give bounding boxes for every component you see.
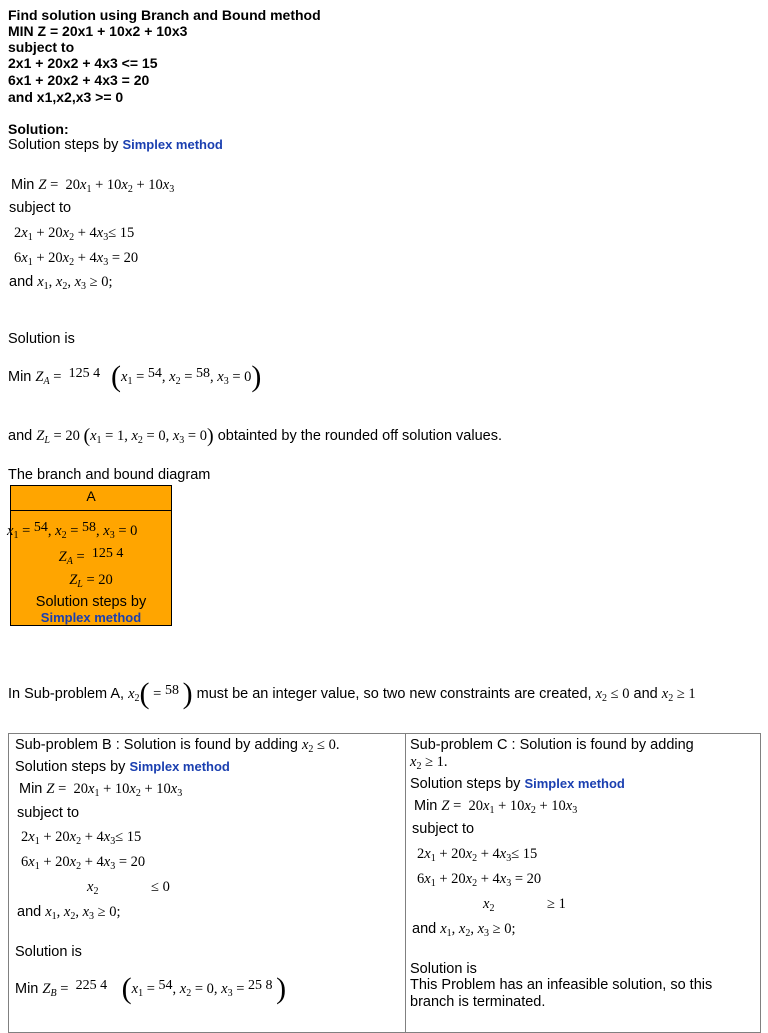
solution-za-line: Min $Z_A = 125$ 4 ($x_1 = 54$, $x_2 = 58$, $x_3 = 0$) (8, 360, 262, 393)
sub-b-constraint-1: $2x_1 + 20x_2 + 4x_3\le 15$ (21, 829, 142, 847)
sub-c-objective: Min $Z = 20x_1 + 10x_2 + 10x_3$ (414, 798, 578, 816)
node-a-simplex-link[interactable]: Simplex method (40, 610, 142, 625)
sub-c-steps-line (410, 776, 625, 792)
sub-b-x1: 54 (158, 978, 173, 993)
sub-b-constraint-2: $6x_1 + 20x_2 + 4x_3 = 20$ (21, 854, 146, 872)
sub-c-title: Sub-problem C : Solution is found by adding (410, 737, 694, 753)
node-a-title: A (11, 486, 171, 511)
sub-c-constraint-1: $2x_1 + 20x_2 + 4x_3\le 15$ (417, 846, 538, 864)
problem-constraint-1: 2x1 + 20x2 + 4x3 <= 15 (8, 55, 158, 71)
zl-value: 20 (65, 428, 80, 444)
node-a-za-value: 125 4 (91, 546, 124, 561)
sub-c-solution-is: Solution is (410, 961, 477, 977)
sub-c-subject-to: subject to (412, 821, 475, 837)
sub-b-nonnegativity: and $x_1$, $x_2$, $x_3 \ge 0$; (17, 904, 121, 922)
problem-title: Find solution using Branch and Bound method (8, 7, 321, 23)
sub-b-zb-value: 225 4 (75, 978, 108, 993)
sub-b-steps-prefix: Solution steps by (15, 759, 130, 775)
node-a-solution: $x_1 = 54$, $x_2 = 58$, $x_3 = 0$ (7, 520, 138, 541)
sub-c-nonnegativity: and $x_1$, $x_2$, $x_3 \ge 0$; (412, 921, 516, 939)
solution-heading: Solution: (8, 121, 69, 137)
sub-b-zb-line: Min $Z_B = 225$ 4 ($x_1 = 54$, $x_2 = 0$, $x_3 = 25$ 8 ) (15, 972, 287, 1005)
sub-c-title-constraint: $x_2 \ge 1$. (410, 754, 448, 772)
sub-b-x3: 25 8 (248, 978, 273, 993)
simplex-method-link[interactable]: Simplex method (122, 137, 223, 152)
node-a (7, 485, 172, 626)
solution-is-label: Solution is (8, 331, 75, 347)
za-value: 125 4 (68, 366, 101, 381)
x1-value: 54 (147, 366, 162, 381)
sub-c-infeasible-1: This Problem has an infeasible solution, so this (410, 977, 713, 993)
subproblem-a-x2: 58 (164, 683, 179, 698)
subproblem-a-statement: In Sub-problem A, $x_2( = 58$ ) must be an integer value, so two new constraints are created, $x_2 \le 0$ and $x_2 \ge 1$ (8, 677, 696, 710)
sub-b-constraint-x2-var: $x_2$ (87, 879, 99, 897)
solution-steps-prefix: Solution steps by (8, 137, 123, 153)
formulation-subject-to: subject to (9, 200, 72, 216)
subproblem-a-prefix: In Sub-problem A, (8, 686, 125, 702)
solution-zl-line: and $Z_L = 20$ ($x_1 = 1$, $x_2 = 0$, $x_3 = 0$) obtainted by the rounded off solution values. (8, 425, 502, 447)
problem-subject-to: subject to (8, 39, 75, 55)
node-a-steps-text: Solution steps by (35, 594, 147, 610)
formulation-nonnegativity: and $x_1$, $x_2$, $x_3 \ge 0$; (9, 274, 113, 292)
sub-b-solution-is: Solution is (15, 944, 82, 960)
subproblem-table (8, 733, 761, 1033)
formulation-objective: Min $Z = 20x_1 + 10x_2 + 10x_3$ (11, 177, 175, 195)
sub-b-simplex-link[interactable]: Simplex method (129, 759, 230, 774)
diagram-label: The branch and bound diagram (8, 467, 211, 483)
node-a-zl: $Z_L = 20$ (69, 572, 113, 590)
solution-steps-line (8, 137, 223, 153)
sub-b-title: Sub-problem B : Solution is found by adding $x_2 \le 0$. (15, 737, 340, 755)
sub-b-steps-line (15, 759, 230, 775)
formulation-constraint-2: $6x_1 + 20x_2 + 4x_3 = 20$ (14, 250, 139, 268)
subproblem-a-and: and (633, 686, 658, 702)
sub-c-constraint-x2-var: $x_2$ (483, 896, 495, 914)
node-a-zl-value: 20 (98, 572, 113, 588)
sub-c-infeasible-2: branch is terminated. (410, 994, 546, 1010)
x2-value: 58 (196, 366, 211, 381)
sub-c-simplex-link[interactable]: Simplex method (524, 776, 625, 791)
node-a-x2: 58 (82, 520, 96, 535)
node-a-x1: 54 (33, 520, 48, 535)
subproblem-a-middle: must be an integer value, so two new constraints are created, (196, 686, 592, 702)
problem-objective: MIN Z = 20x1 + 10x2 + 10x3 (8, 23, 188, 39)
sub-b-objective: Min $Z = 20x_1 + 10x_2 + 10x_3$ (19, 781, 183, 799)
sub-c-constraint-x2-rel: ≥ 1 (547, 896, 566, 912)
problem-nonnegativity: and x1,x2,x3 >= 0 (8, 89, 124, 105)
subproblem-c-cell (406, 734, 761, 1032)
node-a-za: $Z_A = 125$ 4 (58, 546, 124, 567)
sub-b-subject-to: subject to (17, 805, 80, 821)
problem-constraint-2: 6x1 + 20x2 + 4x3 = 20 (8, 72, 150, 88)
sub-b-constraint-x2-rel: ≤ 0 (151, 879, 170, 895)
zl-suffix: obtainted by the rounded off solution values. (217, 428, 502, 444)
sub-c-constraint-2: $6x_1 + 20x_2 + 4x_3 = 20$ (417, 871, 542, 889)
formulation-constraint-1: $2x_1 + 20x_2 + 4x_3\le 15$ (14, 225, 135, 243)
subproblem-b-cell (9, 734, 405, 1032)
sub-b-title-prefix: Sub-problem B : Solution is found by adding (15, 737, 298, 753)
sub-c-steps-prefix: Solution steps by (410, 776, 525, 792)
